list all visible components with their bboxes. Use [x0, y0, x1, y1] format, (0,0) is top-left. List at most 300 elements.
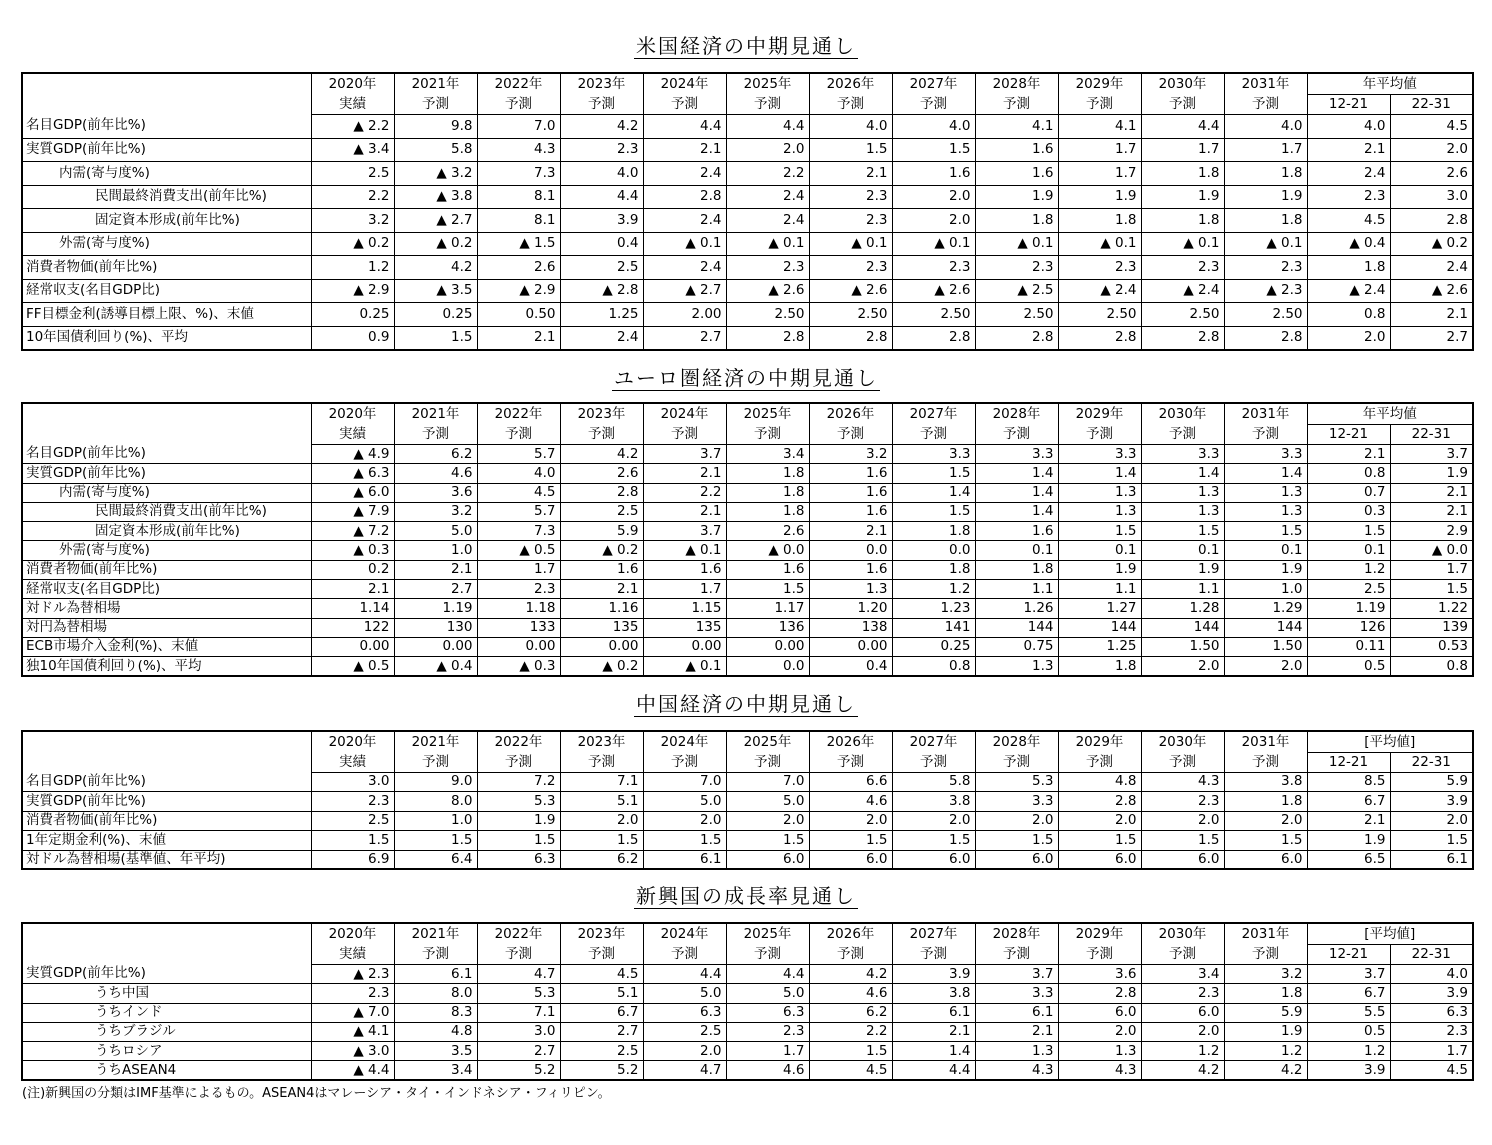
- forecast-kind-header: 予測: [809, 753, 892, 773]
- table-cell: ▲ 0.0: [1390, 541, 1473, 560]
- forecast-kind-header: 予測: [975, 95, 1058, 115]
- table-cell: 7.0: [726, 773, 809, 792]
- table-cell: 1.3: [1141, 483, 1224, 502]
- forecast-kind-header: 予測: [560, 945, 643, 965]
- row-label: 固定資本形成(前年比%): [22, 209, 311, 233]
- table-cell: 1.5: [1307, 522, 1390, 541]
- table-cell: ▲ 0.4: [1307, 232, 1390, 256]
- table-cell: 2.1: [1307, 138, 1390, 162]
- table-cell: 2.8: [726, 326, 809, 350]
- table-cell: 1.19: [1307, 599, 1390, 618]
- row-label: 消費者物価(前年比%): [22, 256, 311, 280]
- table-cell: ▲ 2.4: [1307, 279, 1390, 303]
- table-cell: 1.9: [1141, 185, 1224, 209]
- average-header: [平均値]: [1307, 731, 1473, 753]
- table-cell: 2.50: [975, 303, 1058, 327]
- table-cell: 0.1: [1307, 541, 1390, 560]
- table-cell: 2.7: [477, 1042, 560, 1061]
- euro-outlook-table: [21, 402, 1474, 677]
- table-cell: 1.6: [560, 560, 643, 579]
- table-cell: 3.8: [892, 984, 975, 1003]
- table-cell: 4.2: [560, 445, 643, 464]
- year-header: 2023年: [560, 731, 643, 753]
- table-cell: 1.3: [1224, 483, 1307, 502]
- table-cell: 6.1: [892, 1003, 975, 1022]
- table-cell: 2.8: [560, 483, 643, 502]
- table-cell: ▲ 0.1: [892, 232, 975, 256]
- table-cell: 2.3: [1224, 256, 1307, 280]
- table-cell: 3.0: [1390, 185, 1473, 209]
- table-cell: 1.19: [394, 599, 477, 618]
- table-cell: 2.0: [560, 811, 643, 830]
- table-cell: 2.3: [809, 209, 892, 233]
- table-cell: 0.7: [1307, 483, 1390, 502]
- table-cell: 5.0: [394, 522, 477, 541]
- table-cell: 144: [975, 618, 1058, 637]
- table-row: [22, 162, 1473, 186]
- forecast-kind-header: 予測: [477, 95, 560, 115]
- table-cell: 3.3: [975, 984, 1058, 1003]
- euro-title: ユーロ圏経済の中期見通し: [614, 366, 878, 390]
- table-cell: 2.6: [1390, 162, 1473, 186]
- table-cell: ▲ 7.9: [311, 502, 394, 521]
- table-cell: ▲ 2.7: [394, 209, 477, 233]
- table-cell: 3.0: [311, 773, 394, 792]
- table-cell: 1.2: [1141, 1042, 1224, 1061]
- year-header: 2027年: [892, 923, 975, 945]
- table-cell: ▲ 4.4: [311, 1061, 394, 1080]
- year-header: 2029年: [1058, 731, 1141, 753]
- average-period-header: 22-31: [1390, 753, 1473, 773]
- forecast-kind-header: 予測: [394, 95, 477, 115]
- table-cell: 2.1: [643, 502, 726, 521]
- table-cell: 1.7: [1390, 1042, 1473, 1061]
- table-cell: 1.8: [975, 209, 1058, 233]
- year-header: 2027年: [892, 403, 975, 425]
- table-cell: 1.6: [643, 560, 726, 579]
- table-row: [22, 303, 1473, 327]
- table-cell: 1.7: [477, 560, 560, 579]
- table-cell: 1.8: [1307, 256, 1390, 280]
- year-header: 2023年: [560, 923, 643, 945]
- year-header: 2020年: [311, 73, 394, 95]
- table-cell: 9.0: [394, 773, 477, 792]
- table-cell: 1.7: [1058, 138, 1141, 162]
- table-cell: 0.00: [311, 637, 394, 656]
- forecast-kind-header: 予測: [1224, 945, 1307, 965]
- table-cell: 2.4: [643, 256, 726, 280]
- row-label: 名目GDP(前年比%): [22, 115, 311, 139]
- table-cell: 0.00: [560, 637, 643, 656]
- table-cell: 1.9: [477, 811, 560, 830]
- table-cell: 3.6: [394, 483, 477, 502]
- table-cell: 3.7: [1390, 445, 1473, 464]
- table-cell: 1.4: [975, 483, 1058, 502]
- table-cell: 2.7: [560, 1022, 643, 1041]
- year-header: 2028年: [975, 73, 1058, 95]
- table-cell: 1.26: [975, 599, 1058, 618]
- forecast-kind-header: 予測: [1058, 95, 1141, 115]
- table-cell: 1.7: [1224, 138, 1307, 162]
- table-cell: 4.1: [975, 115, 1058, 139]
- table-cell: 1.5: [892, 502, 975, 521]
- table-row: [22, 209, 1473, 233]
- us-title: 米国経済の中期見通し: [636, 34, 856, 58]
- table-cell: 1.29: [1224, 599, 1307, 618]
- year-header: 2021年: [394, 923, 477, 945]
- table-cell: 6.1: [643, 850, 726, 869]
- table-cell: 2.2: [643, 483, 726, 502]
- row-label: 実質GDP(前年比%): [22, 138, 311, 162]
- table-cell: 139: [1390, 618, 1473, 637]
- year-header: 2024年: [643, 731, 726, 753]
- table-cell: 5.9: [560, 522, 643, 541]
- table-cell: 2.4: [643, 162, 726, 186]
- table-cell: 1.6: [809, 464, 892, 483]
- table-cell: 1.3: [1058, 502, 1141, 521]
- table-cell: 2.4: [643, 209, 726, 233]
- table-cell: 8.1: [477, 209, 560, 233]
- table-cell: 2.8: [1058, 984, 1141, 1003]
- table-cell: 3.9: [892, 965, 975, 984]
- table-cell: 1.5: [394, 831, 477, 850]
- table-cell: 1.8: [1224, 209, 1307, 233]
- table-cell: 3.9: [1390, 792, 1473, 811]
- header-blank: [22, 403, 311, 445]
- table-cell: 2.0: [1058, 811, 1141, 830]
- table-cell: 1.4: [975, 464, 1058, 483]
- forecast-kind-header: 予測: [1224, 425, 1307, 445]
- table-row: [22, 850, 1473, 869]
- table-cell: 2.50: [726, 303, 809, 327]
- forecast-kind-header: 予測: [560, 95, 643, 115]
- table-cell: ▲ 0.2: [394, 232, 477, 256]
- table-cell: 1.2: [311, 256, 394, 280]
- table-cell: 6.1: [975, 1003, 1058, 1022]
- table-row: [22, 256, 1473, 280]
- table-cell: 1.3: [1058, 1042, 1141, 1061]
- table-cell: 1.25: [560, 303, 643, 327]
- table-cell: 1.5: [892, 138, 975, 162]
- table-cell: 5.7: [477, 445, 560, 464]
- table-row: [22, 326, 1473, 350]
- table-cell: 3.2: [311, 209, 394, 233]
- year-header: 2025年: [726, 403, 809, 425]
- table-row: [22, 965, 1473, 984]
- forecast-kind-header: 予測: [643, 95, 726, 115]
- table-cell: 1.5: [1141, 831, 1224, 850]
- table-cell: 4.4: [643, 115, 726, 139]
- table-cell: 2.0: [892, 209, 975, 233]
- table-row: [22, 637, 1473, 656]
- table-cell: ▲ 2.9: [311, 279, 394, 303]
- table-cell: ▲ 3.5: [394, 279, 477, 303]
- table-cell: 2.0: [1141, 657, 1224, 676]
- row-label: 内需(寄与度%): [22, 162, 311, 186]
- forecast-kind-header: 実績: [311, 425, 394, 445]
- table-cell: 2.3: [1141, 792, 1224, 811]
- table-cell: 2.5: [560, 256, 643, 280]
- average-header: [平均値]: [1307, 923, 1473, 945]
- table-cell: 1.9: [1307, 831, 1390, 850]
- table-cell: 7.2: [477, 773, 560, 792]
- table-cell: ▲ 0.5: [311, 657, 394, 676]
- footnote: (注)新興国の分類はIMF基準によるもの。ASEAN4はマレーシア・タイ・インドネシア・フィリピン。: [22, 1086, 611, 1101]
- year-header: 2028年: [975, 731, 1058, 753]
- table-cell: 2.0: [892, 811, 975, 830]
- table-row: [22, 984, 1473, 1003]
- table-cell: 0.25: [311, 303, 394, 327]
- forecast-kind-header: 予測: [1141, 753, 1224, 773]
- row-label: 実質GDP(前年比%): [22, 965, 311, 984]
- table-cell: 130: [394, 618, 477, 637]
- table-cell: 2.1: [311, 580, 394, 599]
- table-cell: 8.0: [394, 984, 477, 1003]
- table-cell: 1.8: [1058, 657, 1141, 676]
- year-header: 2022年: [477, 403, 560, 425]
- table-cell: 1.0: [394, 541, 477, 560]
- table-cell: 2.1: [477, 326, 560, 350]
- table-cell: 1.0: [394, 811, 477, 830]
- table-cell: 4.2: [1224, 1061, 1307, 1080]
- table-cell: 2.3: [892, 256, 975, 280]
- forecast-kind-header: 予測: [1141, 945, 1224, 965]
- table-cell: 2.1: [809, 162, 892, 186]
- table-cell: 5.9: [1390, 773, 1473, 792]
- table-cell: 2.3: [726, 256, 809, 280]
- table-cell: 1.8: [1224, 984, 1307, 1003]
- table-cell: 2.1: [643, 138, 726, 162]
- table-cell: ▲ 0.2: [311, 232, 394, 256]
- table-cell: 6.7: [1307, 792, 1390, 811]
- forecast-kind-header: 予測: [892, 753, 975, 773]
- table-cell: 1.23: [892, 599, 975, 618]
- table-row: [22, 185, 1473, 209]
- year-header: 2020年: [311, 403, 394, 425]
- table-cell: 6.0: [726, 850, 809, 869]
- table-cell: 6.2: [809, 1003, 892, 1022]
- table-cell: 1.14: [311, 599, 394, 618]
- table-cell: 2.3: [560, 138, 643, 162]
- row-label: 実質GDP(前年比%): [22, 464, 311, 483]
- row-label: 内需(寄与度%): [22, 483, 311, 502]
- table-cell: 2.0: [1390, 138, 1473, 162]
- table-cell: 1.3: [809, 580, 892, 599]
- forecast-kind-header: 予測: [1058, 753, 1141, 773]
- table-cell: 2.4: [726, 185, 809, 209]
- table-cell: 1.22: [1390, 599, 1473, 618]
- table-cell: 2.0: [975, 811, 1058, 830]
- table-cell: 144: [1058, 618, 1141, 637]
- table-row: [22, 560, 1473, 579]
- table-cell: 5.0: [643, 984, 726, 1003]
- year-header: 2028年: [975, 403, 1058, 425]
- table-cell: 0.3: [1307, 502, 1390, 521]
- table-cell: 5.7: [477, 502, 560, 521]
- table-cell: 1.50: [1224, 637, 1307, 656]
- table-cell: ▲ 6.3: [311, 464, 394, 483]
- table-row: [22, 541, 1473, 560]
- table-cell: 2.1: [975, 1022, 1058, 1041]
- table-cell: ▲ 7.0: [311, 1003, 394, 1022]
- year-header: 2031年: [1224, 403, 1307, 425]
- forecast-kind-header: 予測: [892, 945, 975, 965]
- table-cell: 2.5: [560, 1042, 643, 1061]
- forecast-kind-header: 予測: [394, 425, 477, 445]
- table-cell: 5.1: [560, 984, 643, 1003]
- table-cell: 0.8: [1390, 657, 1473, 676]
- year-header: 2030年: [1141, 923, 1224, 945]
- table-row: [22, 138, 1473, 162]
- row-label: FF目標金利(誘導目標上限、%)、末値: [22, 303, 311, 327]
- table-cell: ▲ 4.1: [311, 1022, 394, 1041]
- table-cell: 6.3: [643, 1003, 726, 1022]
- table-cell: 2.5: [311, 811, 394, 830]
- table-cell: 1.2: [892, 580, 975, 599]
- table-cell: 1.9: [1390, 464, 1473, 483]
- table-cell: 0.4: [809, 657, 892, 676]
- table-cell: 2.0: [1224, 657, 1307, 676]
- table-cell: 3.6: [1058, 965, 1141, 984]
- table-cell: 3.0: [477, 1022, 560, 1041]
- row-label: うち中国: [22, 984, 311, 1003]
- table-cell: ▲ 2.4: [1141, 279, 1224, 303]
- table-cell: ▲ 0.1: [726, 232, 809, 256]
- table-cell: 2.5: [643, 1022, 726, 1041]
- table-cell: 4.3: [1058, 1061, 1141, 1080]
- table-cell: 4.0: [809, 115, 892, 139]
- table-cell: 1.25: [1058, 637, 1141, 656]
- table-cell: 2.50: [892, 303, 975, 327]
- table-cell: 2.1: [643, 464, 726, 483]
- table-cell: ▲ 2.6: [809, 279, 892, 303]
- table-cell: ▲ 2.5: [975, 279, 1058, 303]
- table-cell: ▲ 0.1: [1058, 232, 1141, 256]
- table-cell: 0.0: [726, 657, 809, 676]
- year-header: 2021年: [394, 731, 477, 753]
- table-cell: 1.8: [726, 464, 809, 483]
- table-cell: 1.8: [1141, 209, 1224, 233]
- year-header: 2023年: [560, 403, 643, 425]
- forecast-kind-header: 予測: [477, 945, 560, 965]
- forecast-kind-header: 予測: [726, 95, 809, 115]
- table-cell: 6.3: [477, 850, 560, 869]
- table-cell: 126: [1307, 618, 1390, 637]
- table-cell: 5.3: [477, 984, 560, 1003]
- table-cell: 4.3: [975, 1061, 1058, 1080]
- table-cell: 1.6: [809, 483, 892, 502]
- table-cell: 2.8: [1390, 209, 1473, 233]
- row-label: 10年国債利回り(%)、平均: [22, 326, 311, 350]
- forecast-kind-header: 予測: [892, 425, 975, 445]
- table-cell: ▲ 0.1: [1224, 232, 1307, 256]
- table-cell: 3.4: [394, 1061, 477, 1080]
- year-header: 2029年: [1058, 73, 1141, 95]
- table-cell: 4.6: [394, 464, 477, 483]
- table-cell: 2.50: [1141, 303, 1224, 327]
- forecast-kind-header: 予測: [643, 425, 726, 445]
- table-cell: 1.5: [1058, 831, 1141, 850]
- table-cell: 5.2: [560, 1061, 643, 1080]
- table-cell: 2.4: [726, 209, 809, 233]
- table-cell: 2.2: [726, 162, 809, 186]
- forecast-kind-header: 実績: [311, 95, 394, 115]
- table-cell: ▲ 3.8: [394, 185, 477, 209]
- table-row: [22, 618, 1473, 637]
- table-cell: 135: [643, 618, 726, 637]
- table-cell: 2.3: [809, 185, 892, 209]
- table-cell: 4.5: [560, 965, 643, 984]
- table-cell: 1.4: [1141, 464, 1224, 483]
- table-cell: 2.3: [1141, 984, 1224, 1003]
- table-cell: 1.5: [1390, 580, 1473, 599]
- forecast-kind-header: 予測: [1058, 425, 1141, 445]
- table-cell: 3.7: [1307, 965, 1390, 984]
- year-header: 2020年: [311, 923, 394, 945]
- table-cell: 1.15: [643, 599, 726, 618]
- table-cell: 1.6: [809, 560, 892, 579]
- table-cell: 2.50: [809, 303, 892, 327]
- emerging-title: 新興国の成長率見通し: [636, 884, 856, 908]
- table-cell: 8.1: [477, 185, 560, 209]
- table-cell: 4.4: [1141, 115, 1224, 139]
- table-cell: 2.1: [892, 1022, 975, 1041]
- table-cell: 144: [1224, 618, 1307, 637]
- table-cell: ▲ 6.0: [311, 483, 394, 502]
- table-cell: 2.2: [809, 1022, 892, 1041]
- table-cell: 1.6: [726, 560, 809, 579]
- table-cell: 1.2: [1307, 1042, 1390, 1061]
- table-cell: ▲ 2.4: [1058, 279, 1141, 303]
- year-header: 2025年: [726, 731, 809, 753]
- table-cell: 2.8: [809, 326, 892, 350]
- table-cell: ▲ 1.5: [477, 232, 560, 256]
- table-cell: 7.3: [477, 162, 560, 186]
- forecast-kind-header: 予測: [477, 753, 560, 773]
- table-cell: ▲ 0.1: [809, 232, 892, 256]
- table-cell: 6.1: [394, 965, 477, 984]
- average-header: 年平均値: [1307, 403, 1473, 425]
- table-cell: 0.0: [892, 541, 975, 560]
- year-header: 2029年: [1058, 923, 1141, 945]
- year-header: 2026年: [809, 731, 892, 753]
- table-cell: 1.9: [1224, 560, 1307, 579]
- table-cell: 1.9: [975, 185, 1058, 209]
- average-period-header: 22-31: [1390, 425, 1473, 445]
- table-cell: 2.50: [1224, 303, 1307, 327]
- table-cell: 1.5: [560, 831, 643, 850]
- table-cell: 0.2: [311, 560, 394, 579]
- table-cell: 5.9: [1224, 1003, 1307, 1022]
- table-cell: 4.0: [1307, 115, 1390, 139]
- table-cell: 1.8: [726, 483, 809, 502]
- table-row: [22, 522, 1473, 541]
- row-label: 固定資本形成(前年比%): [22, 522, 311, 541]
- forecast-kind-header: 予測: [394, 753, 477, 773]
- table-cell: 2.5: [311, 162, 394, 186]
- table-cell: 2.8: [643, 185, 726, 209]
- row-label: 民間最終消費支出(前年比%): [22, 502, 311, 521]
- table-cell: 6.0: [892, 850, 975, 869]
- row-label: 対ドル為替相場(基準値、年平均): [22, 850, 311, 869]
- table-cell: ▲ 0.1: [643, 541, 726, 560]
- table-cell: 1.5: [975, 831, 1058, 850]
- year-header: 2027年: [892, 73, 975, 95]
- table-cell: 1.1: [975, 580, 1058, 599]
- year-header: 2025年: [726, 73, 809, 95]
- table-cell: 138: [809, 618, 892, 637]
- year-header: 2022年: [477, 731, 560, 753]
